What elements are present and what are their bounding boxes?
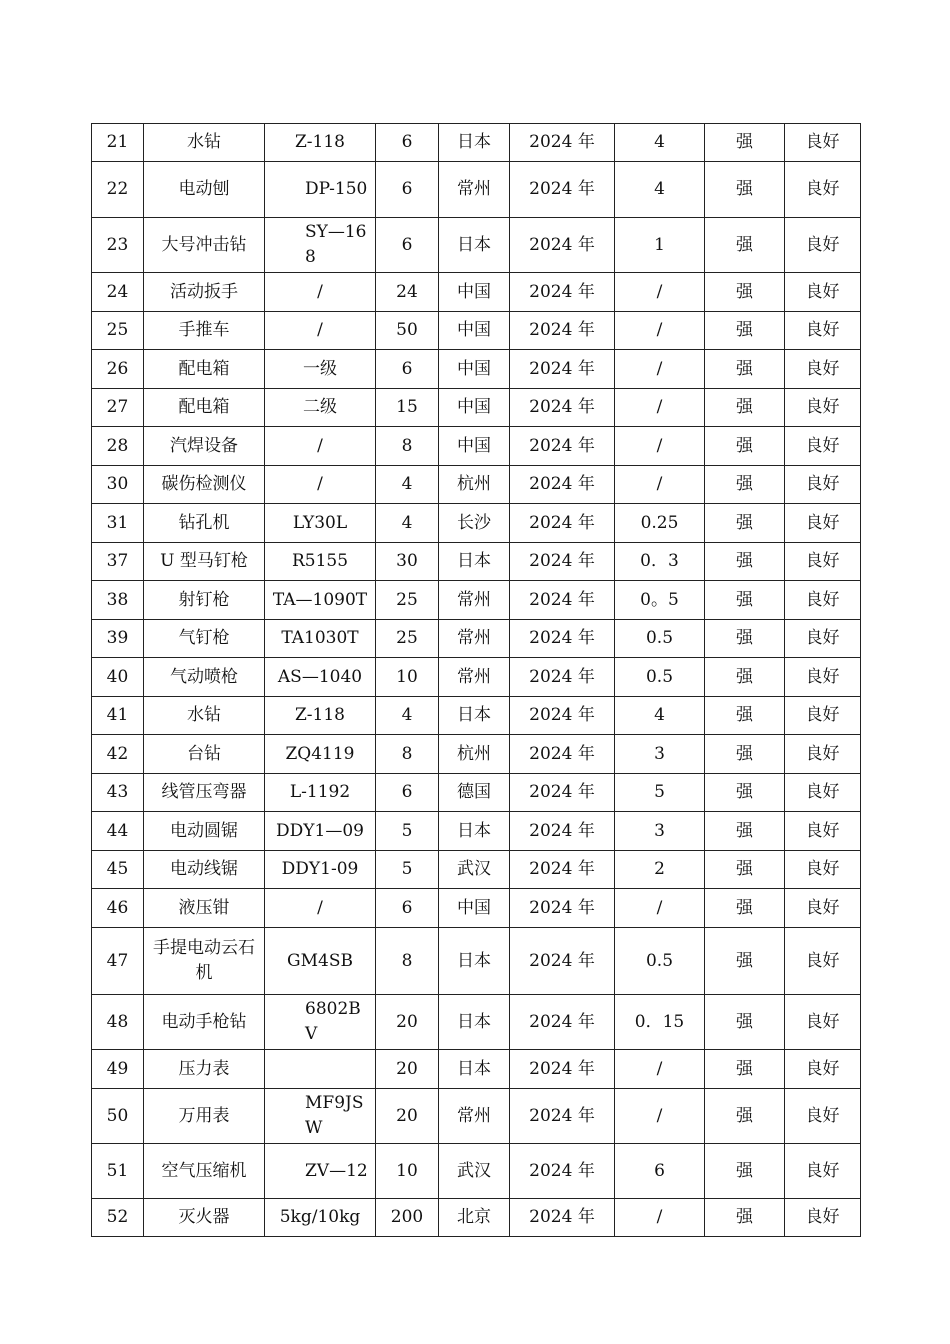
- condition-cell: 良好: [785, 928, 861, 995]
- year-cell: 2024 年: [510, 350, 615, 389]
- capability-cell: 强: [705, 162, 785, 218]
- rated-power-cell: 3: [615, 735, 705, 774]
- item-number-cell: 30: [92, 466, 144, 504]
- equipment-name-cell: 电动线锯: [144, 851, 265, 889]
- condition-cell: 良好: [785, 466, 861, 504]
- year-cell: 2024 年: [510, 812, 615, 851]
- condition-cell: 良好: [785, 889, 861, 928]
- model-spec-cell: 一级: [265, 350, 376, 389]
- origin-cell: 德国: [439, 774, 510, 812]
- table-row: [92, 427, 861, 466]
- table-row: [92, 124, 861, 162]
- condition-cell: 良好: [785, 620, 861, 658]
- quantity-cell: 5: [376, 851, 439, 889]
- rated-power-cell: 4: [615, 124, 705, 162]
- capability-cell: 强: [705, 1089, 785, 1144]
- rated-power-cell: /: [615, 389, 705, 427]
- quantity-cell: 4: [376, 697, 439, 735]
- quantity-cell: 8: [376, 427, 439, 466]
- equipment-name-cell: 配电箱: [144, 350, 265, 389]
- capability-cell: 强: [705, 543, 785, 581]
- table-row: [92, 504, 861, 543]
- year-cell: 2024 年: [510, 1144, 615, 1199]
- table-row: [92, 1199, 861, 1237]
- table-row: [92, 273, 861, 312]
- table-row: [92, 851, 861, 889]
- table-row: [92, 162, 861, 218]
- quantity-cell: 10: [376, 1144, 439, 1199]
- origin-cell: 日本: [439, 543, 510, 581]
- year-cell: 2024 年: [510, 124, 615, 162]
- condition-cell: 良好: [785, 851, 861, 889]
- condition-cell: 良好: [785, 543, 861, 581]
- condition-cell: 良好: [785, 1050, 861, 1089]
- quantity-cell: 20: [376, 1050, 439, 1089]
- item-number-cell: 26: [92, 350, 144, 389]
- year-cell: 2024 年: [510, 466, 615, 504]
- item-number-cell: 31: [92, 504, 144, 543]
- origin-cell: 日本: [439, 928, 510, 995]
- table-row: [92, 658, 861, 697]
- capability-cell: 强: [705, 1050, 785, 1089]
- equipment-name-cell: 台钻: [144, 735, 265, 774]
- table-row: [92, 312, 861, 350]
- rated-power-cell: /: [615, 273, 705, 312]
- year-cell: 2024 年: [510, 543, 615, 581]
- origin-cell: 日本: [439, 697, 510, 735]
- item-number-cell: 39: [92, 620, 144, 658]
- model-spec-cell: DP-150: [265, 162, 376, 218]
- capability-cell: 强: [705, 620, 785, 658]
- condition-cell: 良好: [785, 312, 861, 350]
- quantity-cell: 6: [376, 889, 439, 928]
- model-spec-cell: Z-118: [265, 124, 376, 162]
- origin-cell: 常州: [439, 620, 510, 658]
- origin-cell: 日本: [439, 124, 510, 162]
- model-spec-cell: ZQ4119: [265, 735, 376, 774]
- rated-power-cell: 0．15: [615, 995, 705, 1050]
- table-row: [92, 218, 861, 273]
- quantity-cell: 4: [376, 466, 439, 504]
- origin-cell: 中国: [439, 312, 510, 350]
- equipment-table-body: [92, 124, 861, 1237]
- condition-cell: 良好: [785, 774, 861, 812]
- condition-cell: 良好: [785, 735, 861, 774]
- rated-power-cell: 0.5: [615, 658, 705, 697]
- year-cell: 2024 年: [510, 273, 615, 312]
- table-row: [92, 697, 861, 735]
- table-row: [92, 1144, 861, 1199]
- year-cell: 2024 年: [510, 1050, 615, 1089]
- condition-cell: 良好: [785, 1089, 861, 1144]
- rated-power-cell: /: [615, 427, 705, 466]
- capability-cell: 强: [705, 658, 785, 697]
- equipment-name-cell: 电动刨: [144, 162, 265, 218]
- model-spec-cell: 5kg/10kg: [265, 1199, 376, 1237]
- year-cell: 2024 年: [510, 928, 615, 995]
- table-row: [92, 812, 861, 851]
- table-row: [92, 389, 861, 427]
- item-number-cell: 21: [92, 124, 144, 162]
- origin-cell: 常州: [439, 581, 510, 620]
- condition-cell: 良好: [785, 1144, 861, 1199]
- model-spec-cell: L-1192: [265, 774, 376, 812]
- quantity-cell: 20: [376, 995, 439, 1050]
- model-spec-cell: R5155: [265, 543, 376, 581]
- year-cell: 2024 年: [510, 581, 615, 620]
- equipment-name-cell: 射钉枪: [144, 581, 265, 620]
- capability-cell: 强: [705, 124, 785, 162]
- table-row: [92, 735, 861, 774]
- condition-cell: 良好: [785, 812, 861, 851]
- origin-cell: 中国: [439, 350, 510, 389]
- equipment-name-cell: 气钉枪: [144, 620, 265, 658]
- quantity-cell: 6: [376, 162, 439, 218]
- model-spec-cell: /: [265, 312, 376, 350]
- origin-cell: 杭州: [439, 466, 510, 504]
- equipment-name-cell: 活动扳手: [144, 273, 265, 312]
- year-cell: 2024 年: [510, 1199, 615, 1237]
- year-cell: 2024 年: [510, 620, 615, 658]
- rated-power-cell: /: [615, 466, 705, 504]
- model-spec-cell: TA—1090T: [265, 581, 376, 620]
- model-spec-cell: DDY1—09: [265, 812, 376, 851]
- origin-cell: 长沙: [439, 504, 510, 543]
- table-row: [92, 350, 861, 389]
- equipment-name-cell: 大号冲击钻: [144, 218, 265, 273]
- item-number-cell: 44: [92, 812, 144, 851]
- condition-cell: 良好: [785, 1199, 861, 1237]
- model-spec-cell: DDY1-09: [265, 851, 376, 889]
- condition-cell: 良好: [785, 995, 861, 1050]
- item-number-cell: 22: [92, 162, 144, 218]
- equipment-name-cell: 碳伤检测仪: [144, 466, 265, 504]
- capability-cell: 强: [705, 504, 785, 543]
- model-spec-cell: 二级: [265, 389, 376, 427]
- capability-cell: 强: [705, 995, 785, 1050]
- rated-power-cell: /: [615, 350, 705, 389]
- item-number-cell: 38: [92, 581, 144, 620]
- origin-cell: 中国: [439, 889, 510, 928]
- item-number-cell: 41: [92, 697, 144, 735]
- rated-power-cell: 2: [615, 851, 705, 889]
- quantity-cell: 200: [376, 1199, 439, 1237]
- year-cell: 2024 年: [510, 851, 615, 889]
- origin-cell: 北京: [439, 1199, 510, 1237]
- equipment-name-cell: 压力表: [144, 1050, 265, 1089]
- quantity-cell: 5: [376, 812, 439, 851]
- model-spec-cell: ZV—12: [265, 1144, 376, 1199]
- capability-cell: 强: [705, 697, 785, 735]
- model-spec-cell: /: [265, 427, 376, 466]
- equipment-name-cell: 配电箱: [144, 389, 265, 427]
- item-number-cell: 43: [92, 774, 144, 812]
- item-number-cell: 24: [92, 273, 144, 312]
- model-spec-cell: AS—1040: [265, 658, 376, 697]
- origin-cell: 日本: [439, 995, 510, 1050]
- origin-cell: 日本: [439, 1050, 510, 1089]
- rated-power-cell: 6: [615, 1144, 705, 1199]
- rated-power-cell: 0．3: [615, 543, 705, 581]
- origin-cell: 中国: [439, 427, 510, 466]
- quantity-cell: 20: [376, 1089, 439, 1144]
- condition-cell: 良好: [785, 273, 861, 312]
- equipment-name-cell: 汽焊设备: [144, 427, 265, 466]
- capability-cell: 强: [705, 389, 785, 427]
- model-spec-cell: GM4SB: [265, 928, 376, 995]
- rated-power-cell: /: [615, 1050, 705, 1089]
- item-number-cell: 48: [92, 995, 144, 1050]
- model-spec-cell: /: [265, 273, 376, 312]
- item-number-cell: 51: [92, 1144, 144, 1199]
- condition-cell: 良好: [785, 350, 861, 389]
- year-cell: 2024 年: [510, 889, 615, 928]
- equipment-name-cell: 水钻: [144, 124, 265, 162]
- quantity-cell: 4: [376, 504, 439, 543]
- year-cell: 2024 年: [510, 389, 615, 427]
- item-number-cell: 50: [92, 1089, 144, 1144]
- condition-cell: 良好: [785, 162, 861, 218]
- equipment-name-cell: 手提电动云石机: [144, 928, 265, 995]
- year-cell: 2024 年: [510, 427, 615, 466]
- quantity-cell: 25: [376, 620, 439, 658]
- origin-cell: 常州: [439, 162, 510, 218]
- capability-cell: 强: [705, 735, 785, 774]
- condition-cell: 良好: [785, 658, 861, 697]
- condition-cell: 良好: [785, 697, 861, 735]
- item-number-cell: 45: [92, 851, 144, 889]
- equipment-name-cell: 气动喷枪: [144, 658, 265, 697]
- quantity-cell: 50: [376, 312, 439, 350]
- item-number-cell: 37: [92, 543, 144, 581]
- quantity-cell: 25: [376, 581, 439, 620]
- model-spec-cell: 6802BV: [265, 995, 376, 1050]
- item-number-cell: 49: [92, 1050, 144, 1089]
- model-spec-cell: Z-118: [265, 697, 376, 735]
- capability-cell: 强: [705, 1199, 785, 1237]
- table-row: [92, 774, 861, 812]
- condition-cell: 良好: [785, 124, 861, 162]
- table-row: [92, 1050, 861, 1089]
- item-number-cell: 23: [92, 218, 144, 273]
- equipment-name-cell: 水钻: [144, 697, 265, 735]
- capability-cell: 强: [705, 812, 785, 851]
- rated-power-cell: /: [615, 1199, 705, 1237]
- table-row: [92, 1089, 861, 1144]
- capability-cell: 强: [705, 1144, 785, 1199]
- equipment-name-cell: U 型马钉枪: [144, 543, 265, 581]
- origin-cell: 杭州: [439, 735, 510, 774]
- item-number-cell: 47: [92, 928, 144, 995]
- equipment-name-cell: 电动圆锯: [144, 812, 265, 851]
- quantity-cell: 6: [376, 350, 439, 389]
- item-number-cell: 52: [92, 1199, 144, 1237]
- equipment-name-cell: 灭火器: [144, 1199, 265, 1237]
- year-cell: 2024 年: [510, 1089, 615, 1144]
- item-number-cell: 25: [92, 312, 144, 350]
- year-cell: 2024 年: [510, 504, 615, 543]
- rated-power-cell: /: [615, 312, 705, 350]
- year-cell: 2024 年: [510, 995, 615, 1050]
- capability-cell: 强: [705, 928, 785, 995]
- rated-power-cell: 0.5: [615, 928, 705, 995]
- origin-cell: 中国: [439, 389, 510, 427]
- capability-cell: 强: [705, 350, 785, 389]
- equipment-name-cell: 电动手枪钻: [144, 995, 265, 1050]
- condition-cell: 良好: [785, 218, 861, 273]
- quantity-cell: 6: [376, 218, 439, 273]
- quantity-cell: 8: [376, 735, 439, 774]
- model-spec-cell: MF9JSW: [265, 1089, 376, 1144]
- model-spec-cell: [265, 1050, 376, 1089]
- capability-cell: 强: [705, 218, 785, 273]
- model-spec-cell: TA1030T: [265, 620, 376, 658]
- quantity-cell: 30: [376, 543, 439, 581]
- year-cell: 2024 年: [510, 162, 615, 218]
- capability-cell: 强: [705, 851, 785, 889]
- table-row: [92, 543, 861, 581]
- item-number-cell: 28: [92, 427, 144, 466]
- origin-cell: 武汉: [439, 1144, 510, 1199]
- rated-power-cell: 4: [615, 162, 705, 218]
- model-spec-cell: /: [265, 466, 376, 504]
- rated-power-cell: 1: [615, 218, 705, 273]
- equipment-name-cell: 万用表: [144, 1089, 265, 1144]
- origin-cell: 中国: [439, 273, 510, 312]
- origin-cell: 常州: [439, 658, 510, 697]
- condition-cell: 良好: [785, 581, 861, 620]
- equipment-name-cell: 线管压弯器: [144, 774, 265, 812]
- quantity-cell: 6: [376, 124, 439, 162]
- model-spec-cell: /: [265, 889, 376, 928]
- table-row: [92, 620, 861, 658]
- quantity-cell: 15: [376, 389, 439, 427]
- capability-cell: 强: [705, 273, 785, 312]
- item-number-cell: 46: [92, 889, 144, 928]
- capability-cell: 强: [705, 774, 785, 812]
- origin-cell: 日本: [439, 218, 510, 273]
- item-number-cell: 42: [92, 735, 144, 774]
- capability-cell: 强: [705, 889, 785, 928]
- year-cell: 2024 年: [510, 218, 615, 273]
- rated-power-cell: /: [615, 889, 705, 928]
- rated-power-cell: 3: [615, 812, 705, 851]
- table-row: [92, 995, 861, 1050]
- origin-cell: 武汉: [439, 851, 510, 889]
- table-row: [92, 889, 861, 928]
- rated-power-cell: /: [615, 1089, 705, 1144]
- model-spec-cell: LY30L: [265, 504, 376, 543]
- rated-power-cell: 4: [615, 697, 705, 735]
- year-cell: 2024 年: [510, 312, 615, 350]
- capability-cell: 强: [705, 312, 785, 350]
- condition-cell: 良好: [785, 389, 861, 427]
- quantity-cell: 6: [376, 774, 439, 812]
- origin-cell: 日本: [439, 812, 510, 851]
- item-number-cell: 27: [92, 389, 144, 427]
- year-cell: 2024 年: [510, 697, 615, 735]
- year-cell: 2024 年: [510, 774, 615, 812]
- rated-power-cell: 0.25: [615, 504, 705, 543]
- year-cell: 2024 年: [510, 735, 615, 774]
- equipment-name-cell: 手推车: [144, 312, 265, 350]
- capability-cell: 强: [705, 581, 785, 620]
- table-row: [92, 466, 861, 504]
- year-cell: 2024 年: [510, 658, 615, 697]
- quantity-cell: 10: [376, 658, 439, 697]
- quantity-cell: 24: [376, 273, 439, 312]
- table-row: [92, 581, 861, 620]
- capability-cell: 强: [705, 427, 785, 466]
- equipment-name-cell: 空气压缩机: [144, 1144, 265, 1199]
- model-spec-cell: SY—168: [265, 218, 376, 273]
- item-number-cell: 40: [92, 658, 144, 697]
- condition-cell: 良好: [785, 504, 861, 543]
- rated-power-cell: 0。5: [615, 581, 705, 620]
- capability-cell: 强: [705, 466, 785, 504]
- equipment-name-cell: 钻孔机: [144, 504, 265, 543]
- origin-cell: 常州: [439, 1089, 510, 1144]
- table-row: [92, 928, 861, 995]
- rated-power-cell: 0.5: [615, 620, 705, 658]
- equipment-table: [91, 123, 861, 1237]
- rated-power-cell: 5: [615, 774, 705, 812]
- quantity-cell: 8: [376, 928, 439, 995]
- equipment-name-cell: 液压钳: [144, 889, 265, 928]
- condition-cell: 良好: [785, 427, 861, 466]
